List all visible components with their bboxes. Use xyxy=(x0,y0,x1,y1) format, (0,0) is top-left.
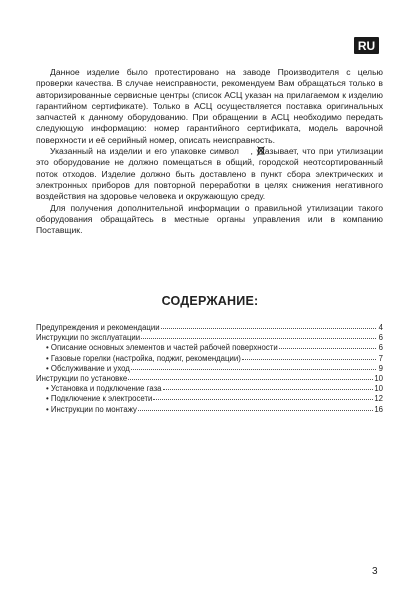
toc-leader-dots xyxy=(279,342,376,349)
toc-entry-page: 16 xyxy=(374,404,383,414)
intro-text xyxy=(36,67,383,236)
table-of-contents xyxy=(36,323,383,415)
toc-entry-page: 6 xyxy=(378,343,383,353)
disposal-info-paragraph: Для получения дополнительной информации о правильной утилизации такого оборудования обращайтесь в местные органы управления или в компанию Поставщик. xyxy=(36,202,383,236)
toc-leader-dots xyxy=(153,393,373,400)
toc-title: СОДЕРЖАНИЕ: xyxy=(161,294,259,308)
toc-leader-dots xyxy=(128,373,373,380)
toc-entry-page: 12 xyxy=(374,394,383,404)
toc-leader-dots xyxy=(161,322,376,329)
page-number: 3 xyxy=(372,566,378,577)
recycle-text-after: , указывает, что при утилизации это оборудование не должно помещаться в общий, городской неотсортированный поток отходов. Изделие должно быть доставлено в пункт сбора электрических и электронных приборов для повторной переработки в целях снижения негативного воздействия на здоровье человека и окружающую среду. xyxy=(36,146,383,202)
recycle-text-before: Указанный на изделии и его упаковке символ xyxy=(50,146,239,157)
language-badge: RU xyxy=(354,37,379,54)
recycle-paragraph xyxy=(36,146,383,202)
toc-entry-page: 10 xyxy=(374,374,383,384)
toc-entry-label: • Подключение к электросети xyxy=(46,394,153,404)
toc-leader-dots xyxy=(131,363,376,370)
toc-entry-page: 4 xyxy=(378,323,383,332)
toc-entry-label: Предупреждения и рекомендации xyxy=(36,323,160,332)
toc-entry-page: 10 xyxy=(374,384,383,394)
toc-entry-page: 9 xyxy=(378,363,383,373)
toc-entry-page: 6 xyxy=(378,333,383,343)
toc-entry-label: • Газовые горелки (настройка, поджиг, рекомендации) xyxy=(46,353,241,363)
toc-leader-dots xyxy=(141,332,376,339)
toc-leader-dots xyxy=(138,404,373,411)
toc-leader-dots xyxy=(163,383,374,390)
toc-entry-label: • Инструкции по монтажу xyxy=(46,404,137,414)
toc-entry-label: • Установка и подключение газа xyxy=(46,384,162,394)
toc-entry-page: 7 xyxy=(378,353,383,363)
crossed-bin-icon xyxy=(243,146,251,155)
toc-entry-label: Инструкции по установке xyxy=(36,374,128,384)
warranty-paragraph: Данное изделие было протестировано на заводе Производителя с целью проверки качества. В случае неисправности, рекомендуем Вам обращаться только в авторизированные сервисные центры (список АСЦ указан на прилагаемом к изделию гарантийном сертификате). Только в АСЦ осуществляется поставка оригинальных запчастей к данному оборудованию. При обращении в АСЦ необходимо передать следующую информацию: номер гарантийного сертификата, модель варочной поверхности и её серийный номер, описать неисправность. xyxy=(36,67,383,145)
toc-entry-label: • Описание основных элементов и частей рабочей поверхности xyxy=(46,343,278,353)
toc-entry-label: • Обслуживание и уход xyxy=(46,363,130,373)
toc-entry[interactable] xyxy=(36,405,383,415)
toc-leader-dots xyxy=(242,353,376,360)
toc-entry-label: Инструкции по эксплуатации xyxy=(36,333,141,343)
